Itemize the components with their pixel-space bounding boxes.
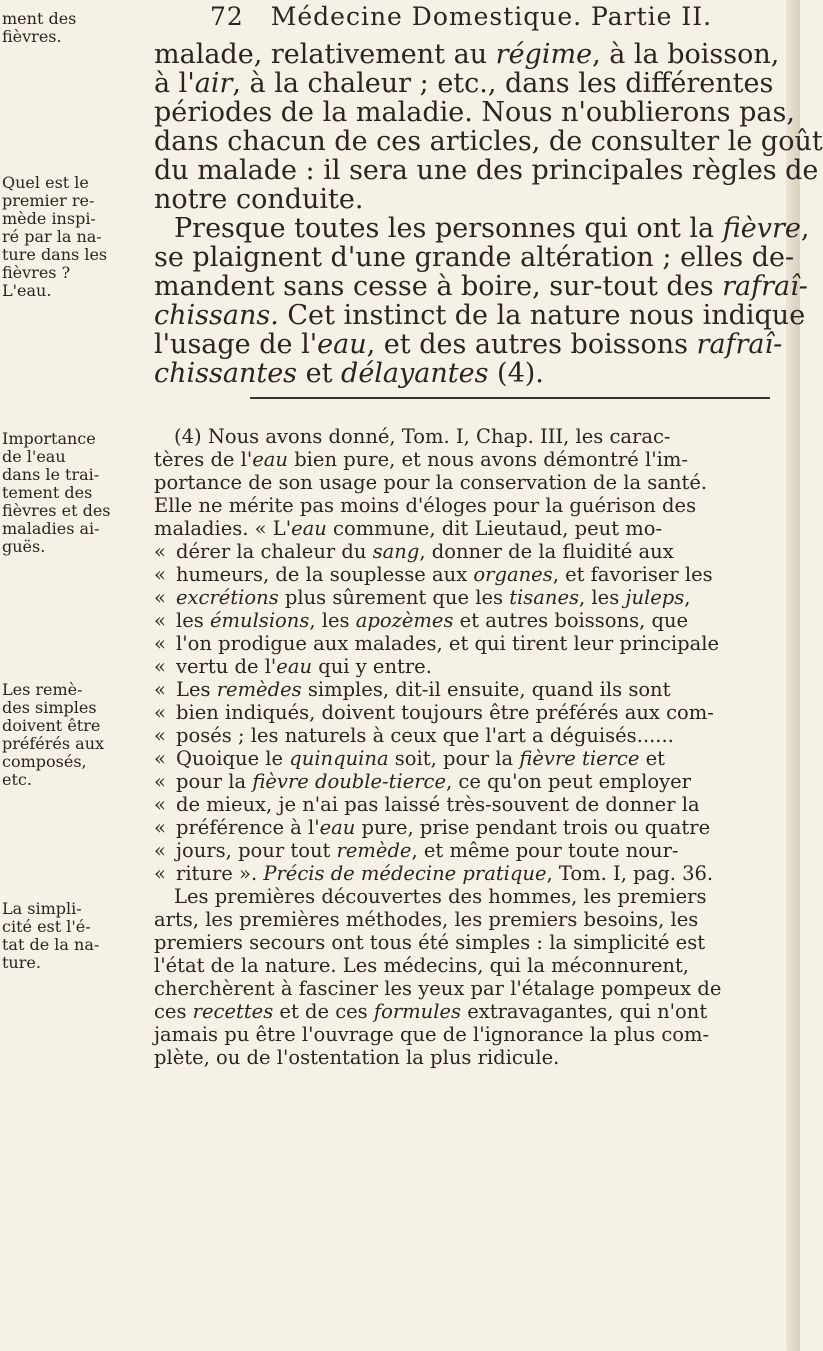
body-line xyxy=(154,242,795,273)
page-edge xyxy=(786,0,800,1351)
text-run: périodes de la maladie. Nous n'oublierons pas, xyxy=(154,97,795,128)
text-run: commune, dit Lieutaud, peut mo- xyxy=(326,517,663,540)
margin-note-line: tement des xyxy=(2,483,93,502)
footnote-line xyxy=(154,724,776,747)
text-run: les xyxy=(176,609,210,632)
margin-note-line: fièvres ? xyxy=(2,263,71,282)
margin-note-line: Les remè- xyxy=(2,680,83,699)
text-run: simples, dit-il ensuite, quand ils sont xyxy=(301,678,671,701)
margin-note xyxy=(2,173,108,300)
text-run: posés ; les naturels à ceux que l'art a déguisés...... xyxy=(176,724,674,747)
text-run: émulsions xyxy=(209,609,310,632)
text-run: qui y entre. xyxy=(312,655,432,678)
body-line xyxy=(154,185,774,214)
margin-note-line: fièvres et des xyxy=(2,501,111,520)
footnote-line xyxy=(154,632,776,655)
text-run: air xyxy=(194,68,233,99)
text-run: Précis de médecine pratique xyxy=(263,862,547,885)
body-line xyxy=(154,97,795,128)
text-run: , et des autres boissons xyxy=(366,329,697,360)
text-run: portance de son usage pour la conservation de la santé. xyxy=(154,471,708,494)
text-run: Presque toutes les personnes qui ont la xyxy=(174,213,723,244)
text-run: délayantes xyxy=(341,358,489,389)
margin-note-line: mède inspi- xyxy=(2,209,96,228)
text-run: fièvre xyxy=(722,213,801,244)
text-run: , Tom. I, pag. 36. xyxy=(546,862,714,885)
quote-mark: « xyxy=(154,793,166,816)
text-run: juleps xyxy=(625,586,685,609)
margin-note-line: premier re- xyxy=(2,191,95,210)
margin-note-line: tat de la na- xyxy=(2,935,100,954)
text-run: pour la xyxy=(176,770,253,793)
body-line xyxy=(154,155,819,186)
quote-mark: « xyxy=(154,678,166,701)
margin-note-line: de l'eau xyxy=(2,447,66,466)
footnote-line xyxy=(154,1046,776,1069)
quote-mark: « xyxy=(154,770,166,793)
text-run: Elle ne mérite pas moins d'éloges pour la guérison des xyxy=(154,494,697,517)
footnote-line xyxy=(154,931,776,954)
text-run: l'état de la nature. Les médecins, qui la méconnurent, xyxy=(154,954,689,977)
footnote-line xyxy=(154,563,776,586)
text-run: soit, pour la xyxy=(388,747,520,770)
text-run: bien indiqués, doivent toujours être préférés aux com- xyxy=(176,701,714,724)
text-run: rafraî- xyxy=(696,329,783,360)
footnote-line xyxy=(154,609,776,632)
footnote-line xyxy=(154,954,776,977)
footnote-line xyxy=(154,908,776,931)
margin-note-line: cité est l'é- xyxy=(2,917,91,936)
text-run: sang xyxy=(372,540,420,563)
text-run: notre conduite. xyxy=(154,184,364,215)
text-run: , xyxy=(800,213,810,244)
text-run: fièvre tierce xyxy=(519,747,640,770)
footnote-line xyxy=(154,1000,776,1023)
text-run: eau xyxy=(317,329,367,360)
text-run: eau xyxy=(291,517,327,540)
margin-note-line: composés, xyxy=(2,752,87,771)
text-run: préférence à l' xyxy=(176,816,320,839)
text-run: plus sûrement que les xyxy=(278,586,510,609)
footnote-line xyxy=(154,839,776,862)
footnote-line xyxy=(154,747,776,770)
text-run: excrétions xyxy=(176,586,279,609)
text-run: remèdes xyxy=(216,678,302,701)
text-run: premiers secours ont tous été simples : la simplicité est xyxy=(154,931,706,954)
text-run: eau xyxy=(319,816,356,839)
text-run: bien pure, et nous avons démontré l'im- xyxy=(288,448,688,471)
text-run: l'usage de l' xyxy=(154,329,318,360)
margin-note-line: etc. xyxy=(2,770,32,789)
text-run: , les xyxy=(309,609,356,632)
footnote-line xyxy=(154,448,776,471)
text-run: régime xyxy=(495,39,593,70)
text-run: mandent sans cesse à boire, sur-tout des xyxy=(154,271,723,302)
page-number: 72 xyxy=(210,2,244,31)
running-title: Médecine Domestique. Partie II. xyxy=(270,2,713,31)
text-run: pure, prise pendant trois ou quatre xyxy=(355,816,711,839)
text-run: jours, pour tout xyxy=(176,839,337,862)
body-line xyxy=(154,126,823,157)
text-run: plète, ou de l'ostentation la plus ridicule. xyxy=(154,1046,560,1069)
text-run: , à la chaleur ; etc., dans les différentes xyxy=(232,68,774,99)
text-run: et xyxy=(639,747,665,770)
footnote-line xyxy=(154,586,776,609)
text-run: Les xyxy=(176,678,217,701)
text-run: , les xyxy=(579,586,626,609)
footnote-line xyxy=(154,540,776,563)
quote-mark: « xyxy=(154,747,166,770)
margin-note xyxy=(2,680,105,789)
text-run: ces xyxy=(154,1000,193,1023)
margin-note-line: ré par la na- xyxy=(2,227,102,246)
margin-note-line: des simples xyxy=(2,698,97,717)
text-run: , ce qu'on peut employer xyxy=(446,770,691,793)
footnote-line xyxy=(154,770,776,793)
body-line xyxy=(154,359,774,388)
text-run: rafraî- xyxy=(722,271,808,302)
body-line xyxy=(154,329,783,360)
quote-mark: « xyxy=(154,540,166,563)
text-run: formules xyxy=(373,1000,462,1023)
quote-mark: « xyxy=(154,862,166,885)
margin-note-line: maladies ai- xyxy=(2,519,100,538)
text-run: cherchèrent à fasciner les yeux par l'étalage pompeux de xyxy=(154,977,722,1000)
margin-note-line: doivent être xyxy=(2,716,101,735)
text-run: Quoique le xyxy=(176,747,290,770)
margin-note-line: guës. xyxy=(2,537,46,556)
main-text xyxy=(154,39,823,389)
footnote-line xyxy=(154,1023,776,1046)
text-run: (4) Nous avons donné, Tom. I, Chap. III, les carac- xyxy=(174,425,671,448)
margin-note xyxy=(2,429,111,556)
body-line xyxy=(154,213,810,244)
body-line xyxy=(154,69,774,98)
footnote-line xyxy=(154,816,776,839)
footnote-line xyxy=(154,494,776,517)
margin-note-line: dans le trai- xyxy=(2,465,100,484)
body-line xyxy=(154,39,780,70)
margin-note-line: Importance xyxy=(2,429,96,448)
text-run: et autres boissons, que xyxy=(453,609,689,632)
footnote-line xyxy=(154,862,776,885)
text-run: (4). xyxy=(488,358,544,389)
text-run: fièvre double-tierce xyxy=(252,770,447,793)
margin-note-line: ture dans les xyxy=(2,245,108,264)
text-run: recettes xyxy=(192,1000,274,1023)
body-line xyxy=(154,271,808,302)
margin-note xyxy=(2,899,100,972)
text-run: malade, relativement au xyxy=(154,39,496,70)
margin-note-line: fièvres. xyxy=(2,27,62,46)
text-run: quinquina xyxy=(289,747,389,770)
text-run: du malade : il sera une des principales règles de xyxy=(154,155,819,186)
margin-note xyxy=(2,10,96,46)
quote-mark: « xyxy=(154,563,166,586)
footnote-line xyxy=(154,425,776,448)
footnote-line xyxy=(154,977,776,1000)
footnote-line xyxy=(154,678,776,701)
text-run: chissantes xyxy=(154,358,298,389)
margin-note-line: ment des xyxy=(2,9,77,28)
margin-note-line: L'eau. xyxy=(2,281,52,300)
text-run: l'on prodigue aux malades, et qui tirent leur principale xyxy=(176,632,720,655)
margin-note-line: La simpli- xyxy=(2,899,82,918)
footnote-rule xyxy=(250,397,770,399)
text-run: , et même pour toute nour- xyxy=(411,839,679,862)
text-run: arts, les premières méthodes, les premiers besoins, les xyxy=(154,908,699,931)
text-run: Les premières découvertes des hommes, les premiers xyxy=(174,885,707,908)
text-run: eau xyxy=(252,448,288,471)
text-run: , à la boisson, xyxy=(592,39,780,70)
quote-mark: « xyxy=(154,724,166,747)
text-run: à l' xyxy=(154,68,195,99)
text-run: vertu de l' xyxy=(176,655,277,678)
text-run: tères de l' xyxy=(154,448,253,471)
text-run: de mieux, je n'ai pas laissé très-souvent de donner la xyxy=(176,793,700,816)
text-run: eau xyxy=(276,655,313,678)
text-run: organes xyxy=(473,563,553,586)
text-run: jamais pu être l'ouvrage que de l'ignorance la plus com- xyxy=(154,1023,710,1046)
footnote-line xyxy=(154,517,776,540)
text-run: maladies. « L' xyxy=(154,517,292,540)
text-run: dérer la chaleur du xyxy=(176,540,373,563)
text-run: , donner de la fluidité aux xyxy=(419,540,674,563)
text-run: et de ces xyxy=(273,1000,374,1023)
footnote-line xyxy=(154,885,776,908)
footnote-line xyxy=(154,793,776,816)
margin-note-line: ture. xyxy=(2,953,41,972)
page-header xyxy=(210,2,770,42)
text-run: riture ». xyxy=(176,862,264,885)
text-run: tisanes xyxy=(509,586,580,609)
text-run: Cet instinct de la nature nous indique xyxy=(278,300,806,331)
quote-mark: « xyxy=(154,839,166,862)
text-run: , xyxy=(684,586,691,609)
margin-note-line: Quel est le xyxy=(2,173,89,192)
footnote xyxy=(154,425,776,1069)
text-run: humeurs, de la souplesse aux xyxy=(176,563,474,586)
text-run: se plaignent d'une grande altération ; elles de- xyxy=(154,242,795,273)
text-run: dans chacun de ces articles, de consulter le goût xyxy=(154,126,823,157)
quote-mark: « xyxy=(154,632,166,655)
quote-mark: « xyxy=(154,701,166,724)
quote-mark: « xyxy=(154,586,166,609)
text-run: , et favoriser les xyxy=(552,563,713,586)
quote-mark: « xyxy=(154,609,166,632)
quote-mark: « xyxy=(154,816,166,839)
quote-mark: « xyxy=(154,655,166,678)
text-run: apozèmes xyxy=(355,609,454,632)
footnote-line xyxy=(154,701,776,724)
margin-note-line: préférés aux xyxy=(2,734,105,753)
footnote-line xyxy=(154,655,776,678)
text-run: et xyxy=(297,358,342,389)
body-line xyxy=(154,300,806,331)
text-run: extravagantes, qui n'ont xyxy=(461,1000,708,1023)
text-run: remède xyxy=(336,839,412,862)
text-run: chissans. xyxy=(154,300,279,331)
footnote-line xyxy=(154,471,776,494)
